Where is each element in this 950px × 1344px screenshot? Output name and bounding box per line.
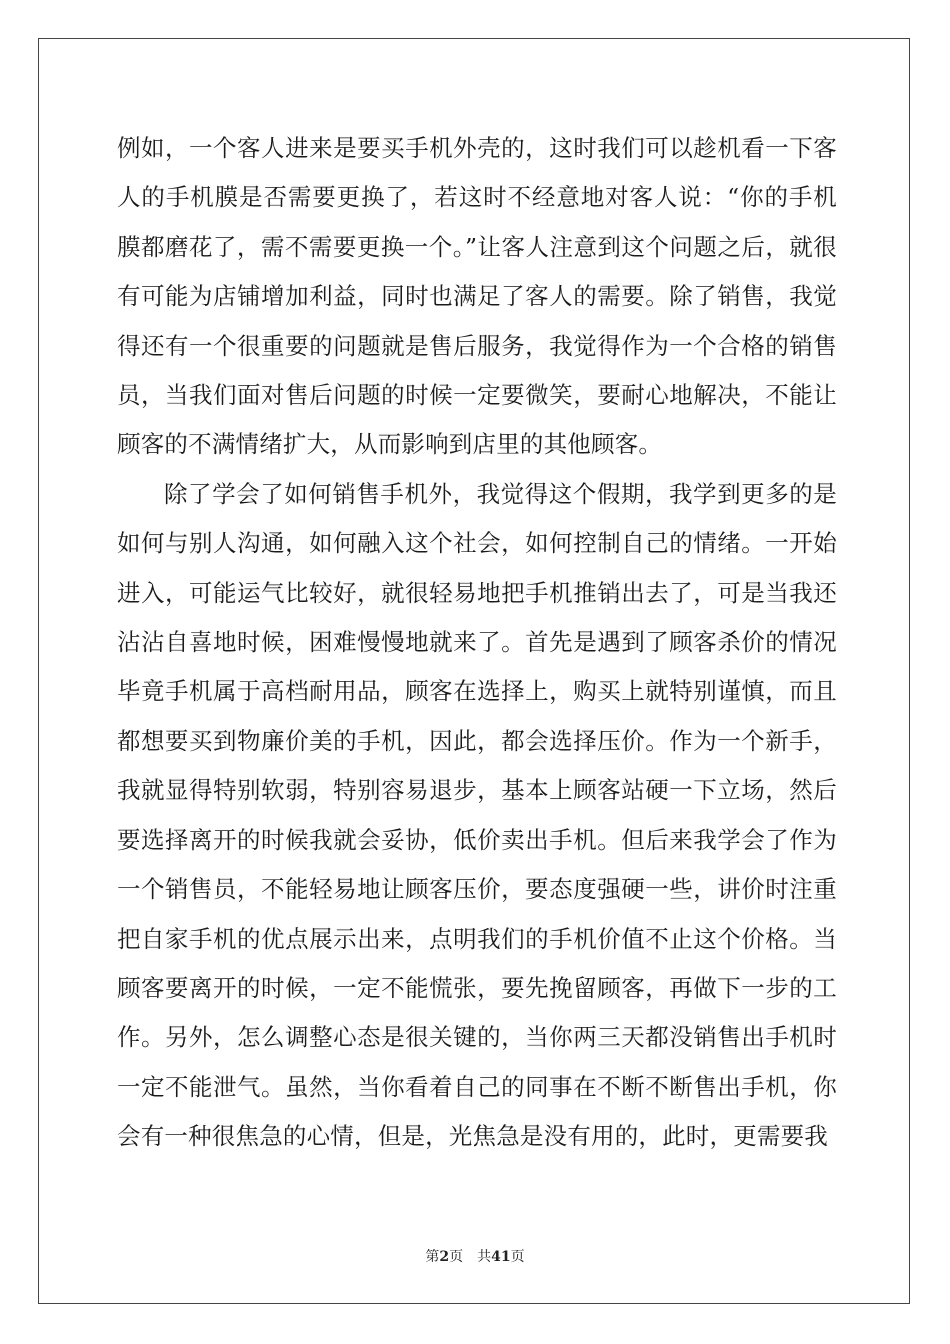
document-body [117,124,837,1162]
page-number: 2 [439,1249,450,1265]
page-footer [0,1246,950,1266]
page-suffix: 页 [449,1249,464,1265]
paragraph-2: 除了学会了如何销售手机外，我觉得这个假期，我学到更多的是如何与别人沟通，如何融入这个社会，如何控制自己的情绪。一开始进入，可能运气比较好，就很轻易地把手机推销出去了，可是当我还沾沾自喜地时候，困难慢慢地就来了。首先是遇到了顾客杀价的情况毕竟手机属于高档耐用品，顾客在选择上，购买上就特别谨慎，而且都想要买到物廉价美的手机，因此，都会选择压价。作为一个新手，我就显得特别软弱，特别容易退步，基本上顾客站硬一下立场，然后要选择离开的时候我就会妥协，低价卖出手机。但后来我学会了作为一个销售员，不能轻易地让顾客压价，要态度强硬一些，讲价时注重把自家手机的优点展示出来，点明我们的手机价值不止这个价格。当顾客要离开的时候，一定不能慌张，要先挽留顾客，再做下一步的工作。另外，怎么调整心态是很关键的，当你两三天都没销售出手机时一定不能泄气。虽然，当你看着自己的同事在不断不断售出手机，你会有一种很焦急的心情，但是，光焦急是没有用的，此时，更需要我 [117,479,837,1151]
paragraph-1: 例如，一个客人进来是要买手机外壳的，这时我们可以趁机看一下客人的手机膜是否需要更换了，若这时不经意地对客人说：“你的手机膜都磨花了，需不需要更换一个。”让客人注意到这个问题之后，就很有可能为店铺增加利益，同时也满足了客人的需要。除了销售，我觉得还有一个很重要的问题就是售后服务，我觉得作为一个合格的销售员，当我们面对售后问题的时候一定要微笑，要耐心地解决，不能让顾客的不满情绪扩大，从而影响到店里的其他顾客。 [117,134,837,459]
total-suffix: 页 [510,1249,525,1265]
total-pages: 41 [491,1249,511,1265]
page-prefix: 第 [425,1249,440,1265]
total-prefix: 共 [477,1249,492,1265]
